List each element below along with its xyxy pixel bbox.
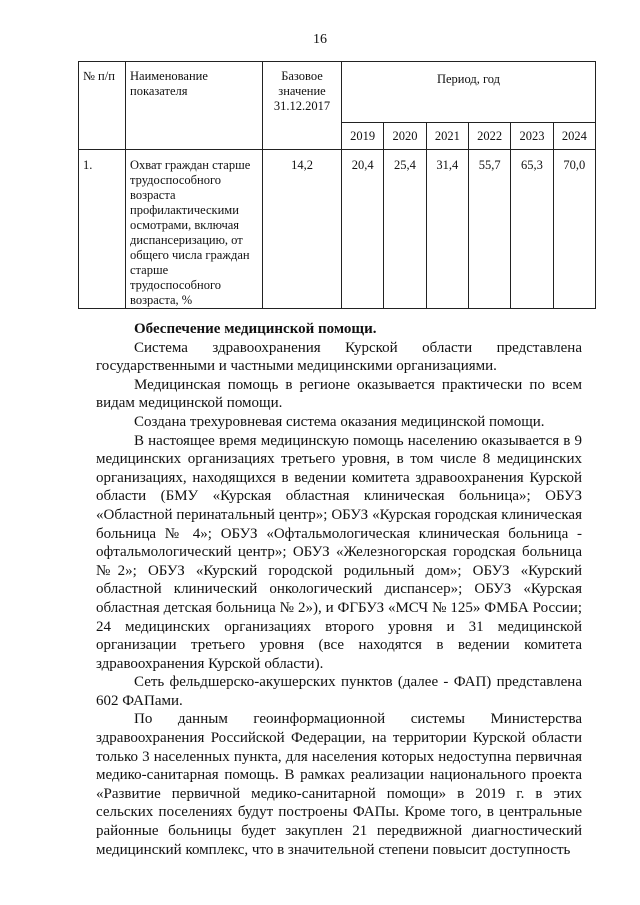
row-number: 1. — [79, 150, 126, 309]
table-header-row — [79, 62, 596, 123]
row-value-2019: 20,4 — [342, 150, 384, 309]
header-period: Период, год — [342, 62, 596, 123]
paragraph: Создана трехуровневая система оказания медицинской помощи. — [134, 413, 545, 430]
section-title: Обеспечение медицинской помощи. — [134, 321, 377, 337]
paragraph: Медицинская помощь в регионе оказывается практически по всем видам медицинской помощи. — [96, 376, 582, 412]
body-text — [96, 320, 582, 859]
year-2022: 2022 — [468, 123, 510, 150]
year-2023: 2023 — [511, 123, 553, 150]
row-indicator-name: Охват граждан старше трудоспособного возраста профилактическими осмотрами, включая диспансеризацию, от общего числа граждан старше трудоспособного возраста, % — [126, 150, 263, 309]
row-value-2023: 65,3 — [511, 150, 553, 309]
paragraph: В настоящее время медицинскую помощь населению оказывается в 9 медицинских организациях третьего уровня, в том числе 8 медицинских организациях, находящихся в ведении комитета здравоохранения Курской области (БМУ «Курская областная клиническая больница»; ОБУЗ «Областной перинатальный центр»; ОБУЗ «Курская городская клиническая больница № 4»; ОБУЗ «Офтальмологическая клиническая больница - офтальмологический центр»; ОБУЗ «Железногорская городская больница №2»; ОБУЗ «Курский городской родильный дом»; ОБУЗ «Курский областной клинический онкологический диспансер»; ОБУЗ «Курская областная детская больница № 2»), и ФГБУЗ «МСЧ № 125» ФМБА России; 24 медицинских организациях второго уровня и 31 медицинской организации третьего уровня (все находятся в ведении комитета здравоохранения Курской области). — [96, 432, 582, 672]
indicator-table — [78, 61, 596, 309]
table-row — [79, 150, 596, 309]
row-value-2024: 70,0 — [553, 150, 595, 309]
paragraph: По данным геоинформационной системы Министерства здравоохранения Российской Федерации, на территории Курской области только 3 населенных пункта, для населения которых недоступна первичная медико-санитарная помощь. В рамках реализации национального проекта «Развитие первичной медико-санитарной помощи» в 2019 г. в этих сельских поселениях будут построены ФАПы. Кроме того, в центральные районные больницы будет закуплен 21 передвижной диагностический медицинский комплекс, что в значительной степени повысит доступность — [96, 711, 582, 858]
row-value-2022: 55,7 — [468, 150, 510, 309]
header-number: № п/п — [79, 62, 126, 150]
year-2020: 2020 — [384, 123, 426, 150]
year-2019: 2019 — [342, 123, 384, 150]
header-base-value: Базовое значение 31.12.2017 — [263, 62, 342, 150]
row-base-value: 14,2 — [263, 150, 342, 309]
row-value-2021: 31,4 — [426, 150, 468, 309]
paragraph: Система здравоохранения Курской области представлена государственными и частными медицинскими организациями. — [96, 339, 582, 375]
row-value-2020: 25,4 — [384, 150, 426, 309]
header-indicator-name: Наименование показателя — [126, 62, 263, 150]
paragraph: Сеть фельдшерско-акушерских пунктов (далее - ФАП) представлена 602 ФАПами. — [96, 674, 582, 709]
year-2021: 2021 — [426, 123, 468, 150]
year-2024: 2024 — [553, 123, 595, 150]
page-number: 16 — [313, 32, 327, 47]
